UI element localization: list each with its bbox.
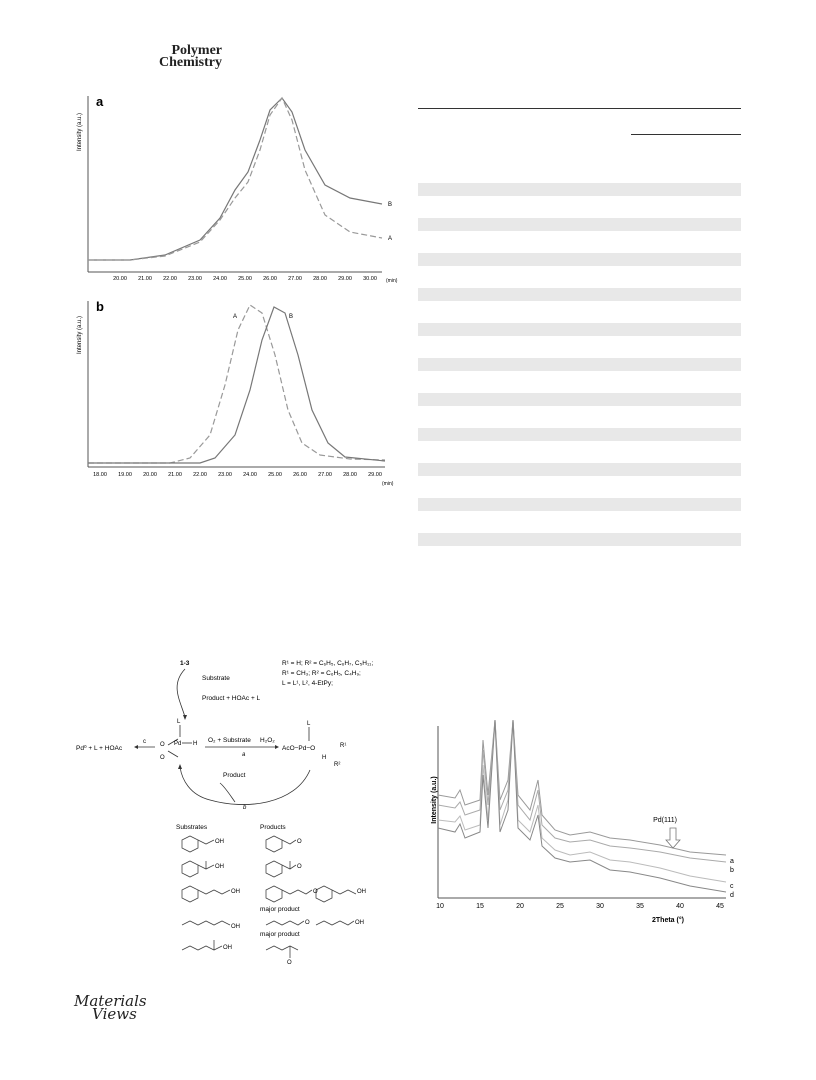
scheme-col-products: Products	[260, 824, 286, 831]
gpc-b-label-b: B	[289, 314, 294, 320]
gpc-b-tick: 25.00	[268, 472, 282, 478]
gpc-b-curve-a	[88, 305, 385, 463]
gpc-a-curve-a	[88, 98, 382, 260]
gpc-a-x-ticks	[113, 276, 377, 282]
journal-title-line2: Chemistry	[159, 55, 222, 70]
gpc-a-tick: 23.00	[188, 276, 202, 282]
gpc-a-xunit: (min)	[386, 278, 398, 284]
table-row	[418, 463, 741, 476]
gpc-b-tick: 28.00	[343, 472, 357, 478]
svg-text:H: H	[322, 755, 327, 761]
gpc-a-label-b: B	[388, 202, 393, 208]
gpc-b-tick: 21.00	[168, 472, 182, 478]
xrd-curve-d	[438, 720, 726, 892]
gpc-a-tick: 24.00	[213, 276, 227, 282]
svg-text:L: L	[177, 719, 181, 725]
xrd-ylabel: Intensity (a.u.)	[431, 776, 438, 824]
xrd-tick: 40	[676, 903, 684, 910]
svg-text:O: O	[297, 839, 302, 845]
table-row	[418, 183, 741, 196]
xrd-tick: 25	[556, 903, 564, 910]
gpc-b-label-a: A	[233, 314, 238, 320]
scheme-arrowhead	[183, 715, 187, 720]
svg-text:H: H	[193, 741, 198, 747]
svg-text:R²: R²	[334, 762, 341, 768]
gpc-a-curve-b	[88, 98, 382, 260]
scheme-structures	[182, 836, 356, 958]
xrd-label-a: a	[730, 858, 734, 865]
gpc-a-tick: 30.00	[363, 276, 377, 282]
gpc-a-ylabel: Intensity (a.u.)	[77, 112, 83, 152]
gpc-b-tick: 27.00	[318, 472, 332, 478]
gpc-b-tick: 23.00	[218, 472, 232, 478]
table-row	[418, 358, 741, 371]
svg-text:O: O	[305, 920, 310, 926]
table-row	[418, 428, 741, 441]
svg-text:OH: OH	[215, 864, 224, 870]
gpc-a-tick: 28.00	[313, 276, 327, 282]
xrd-label-b: b	[730, 867, 734, 874]
gpc-a-tick: 21.00	[138, 276, 152, 282]
svg-text:OH: OH	[231, 924, 240, 930]
logo-line1: Materials	[74, 992, 147, 1010]
gpc-b-xunit: (min)	[382, 481, 394, 487]
svg-text:OH: OH	[215, 839, 224, 845]
svg-text:R¹: R¹	[340, 743, 347, 749]
table-row	[418, 218, 741, 231]
scheme-step-a: a	[242, 752, 246, 758]
svg-text:O: O	[160, 755, 165, 761]
svg-text:L: L	[307, 721, 311, 727]
gpc-chart-b	[70, 295, 400, 490]
svg-text:O: O	[287, 960, 292, 965]
table-row	[418, 393, 741, 406]
table-row	[418, 288, 741, 301]
svg-text:OH: OH	[355, 920, 364, 926]
scheme-arrowhead	[178, 764, 182, 769]
scheme-col-substrates: Substrates	[176, 824, 208, 831]
gpc-a-tick: 26.00	[263, 276, 277, 282]
pd-alkoxide-structure: AcO−Pd−O	[282, 745, 316, 752]
gpc-b-tick: 22.00	[193, 472, 207, 478]
xrd-peak-arrow	[666, 828, 680, 848]
xrd-tick: 30	[596, 903, 604, 910]
gpc-b-curve-b	[88, 307, 385, 463]
xrd-label-c: c	[730, 883, 734, 890]
gpc-b-tick: 20.00	[143, 472, 157, 478]
table-row	[418, 533, 741, 546]
scheme-o2-substrate: O₂ + Substrate	[208, 737, 251, 744]
scheme-product-arrow	[220, 783, 235, 802]
scheme-major-product-2: major product	[260, 931, 300, 938]
xrd-tick: 10	[436, 903, 444, 910]
gpc-b-tick: 26.00	[293, 472, 307, 478]
scheme-substrate-in: Substrate	[202, 675, 230, 682]
xrd-label-d: d	[730, 892, 734, 899]
xrd-tick: 45	[716, 903, 724, 910]
gpc-a-tick: 20.00	[113, 276, 127, 282]
svg-text:Pd: Pd	[174, 741, 182, 747]
scheme-legend-3: L = L¹, L², 4-EtPy;	[282, 680, 333, 687]
xrd-tick: 15	[476, 903, 484, 910]
svg-text:OH: OH	[357, 889, 366, 895]
gpc-a-tick: 27.00	[288, 276, 302, 282]
xrd-tick: 20	[516, 903, 524, 910]
scheme-step-c: c	[143, 739, 146, 745]
svg-text:O: O	[313, 889, 318, 895]
journal-title	[150, 45, 222, 69]
svg-text:O: O	[160, 742, 165, 748]
gpc-b-tick: 24.00	[243, 472, 257, 478]
data-table	[418, 108, 741, 109]
scheme-arrowhead	[134, 745, 138, 749]
gpc-a-tick: 22.00	[163, 276, 177, 282]
xrd-peak-label: Pd(111)	[653, 817, 677, 824]
scheme-legend-1: R¹ = H; R² = C₆H₅, C₆H₇, C₅H₁₁;	[282, 660, 374, 667]
table-top-rule	[418, 108, 741, 109]
logo-line2: Views	[92, 1005, 137, 1023]
table-subheader-rule	[631, 134, 741, 135]
gpc-b-tick: 19.00	[118, 472, 132, 478]
svg-text:OH: OH	[223, 945, 232, 951]
scheme-catalyst: 1-3	[180, 660, 190, 667]
gpc-b-x-ticks	[93, 472, 382, 478]
gpc-a-tick: 29.00	[338, 276, 352, 282]
scheme-product-out: Product + HOAc + L	[202, 695, 261, 702]
gpc-b-tick: 18.00	[93, 472, 107, 478]
xrd-x-ticks	[436, 903, 724, 910]
scheme-step-b: b	[243, 805, 247, 811]
scheme-arrowhead	[275, 745, 279, 749]
scheme-cycle-product: Product	[223, 772, 246, 779]
gpc-chart-a	[70, 90, 400, 290]
scheme-legend-2: R¹ = CH₃; R² = C₆H₅, C₄H₉;	[282, 670, 361, 677]
table-row	[418, 323, 741, 336]
xrd-xlabel: 2Theta (°)	[652, 917, 684, 924]
scheme-pd0: Pd⁰ + L + HOAc	[76, 745, 123, 752]
gpc-a-tick: 25.00	[238, 276, 252, 282]
scheme-major-product-1: major product	[260, 906, 300, 913]
gpc-a-label-a: A	[388, 236, 393, 242]
scheme-entry-arrow	[177, 669, 185, 717]
xrd-tick: 35	[636, 903, 644, 910]
table-row	[418, 498, 741, 511]
publisher-logo	[74, 992, 147, 1023]
journal-title-line1: Polymer	[171, 43, 222, 58]
scheme-h2o2: H₂O₂	[260, 737, 275, 744]
xrd-chart	[420, 720, 740, 945]
svg-text:OH: OH	[231, 889, 240, 895]
table-row	[418, 253, 741, 266]
gpc-a-panel-label: a	[96, 94, 104, 109]
svg-text:O: O	[297, 864, 302, 870]
xrd-curves	[438, 720, 726, 892]
gpc-b-ylabel: Intensity (a.u.)	[77, 315, 83, 355]
gpc-b-panel-label: b	[96, 299, 104, 314]
gpc-b-tick: 29.00	[368, 472, 382, 478]
catalytic-scheme	[70, 655, 410, 965]
